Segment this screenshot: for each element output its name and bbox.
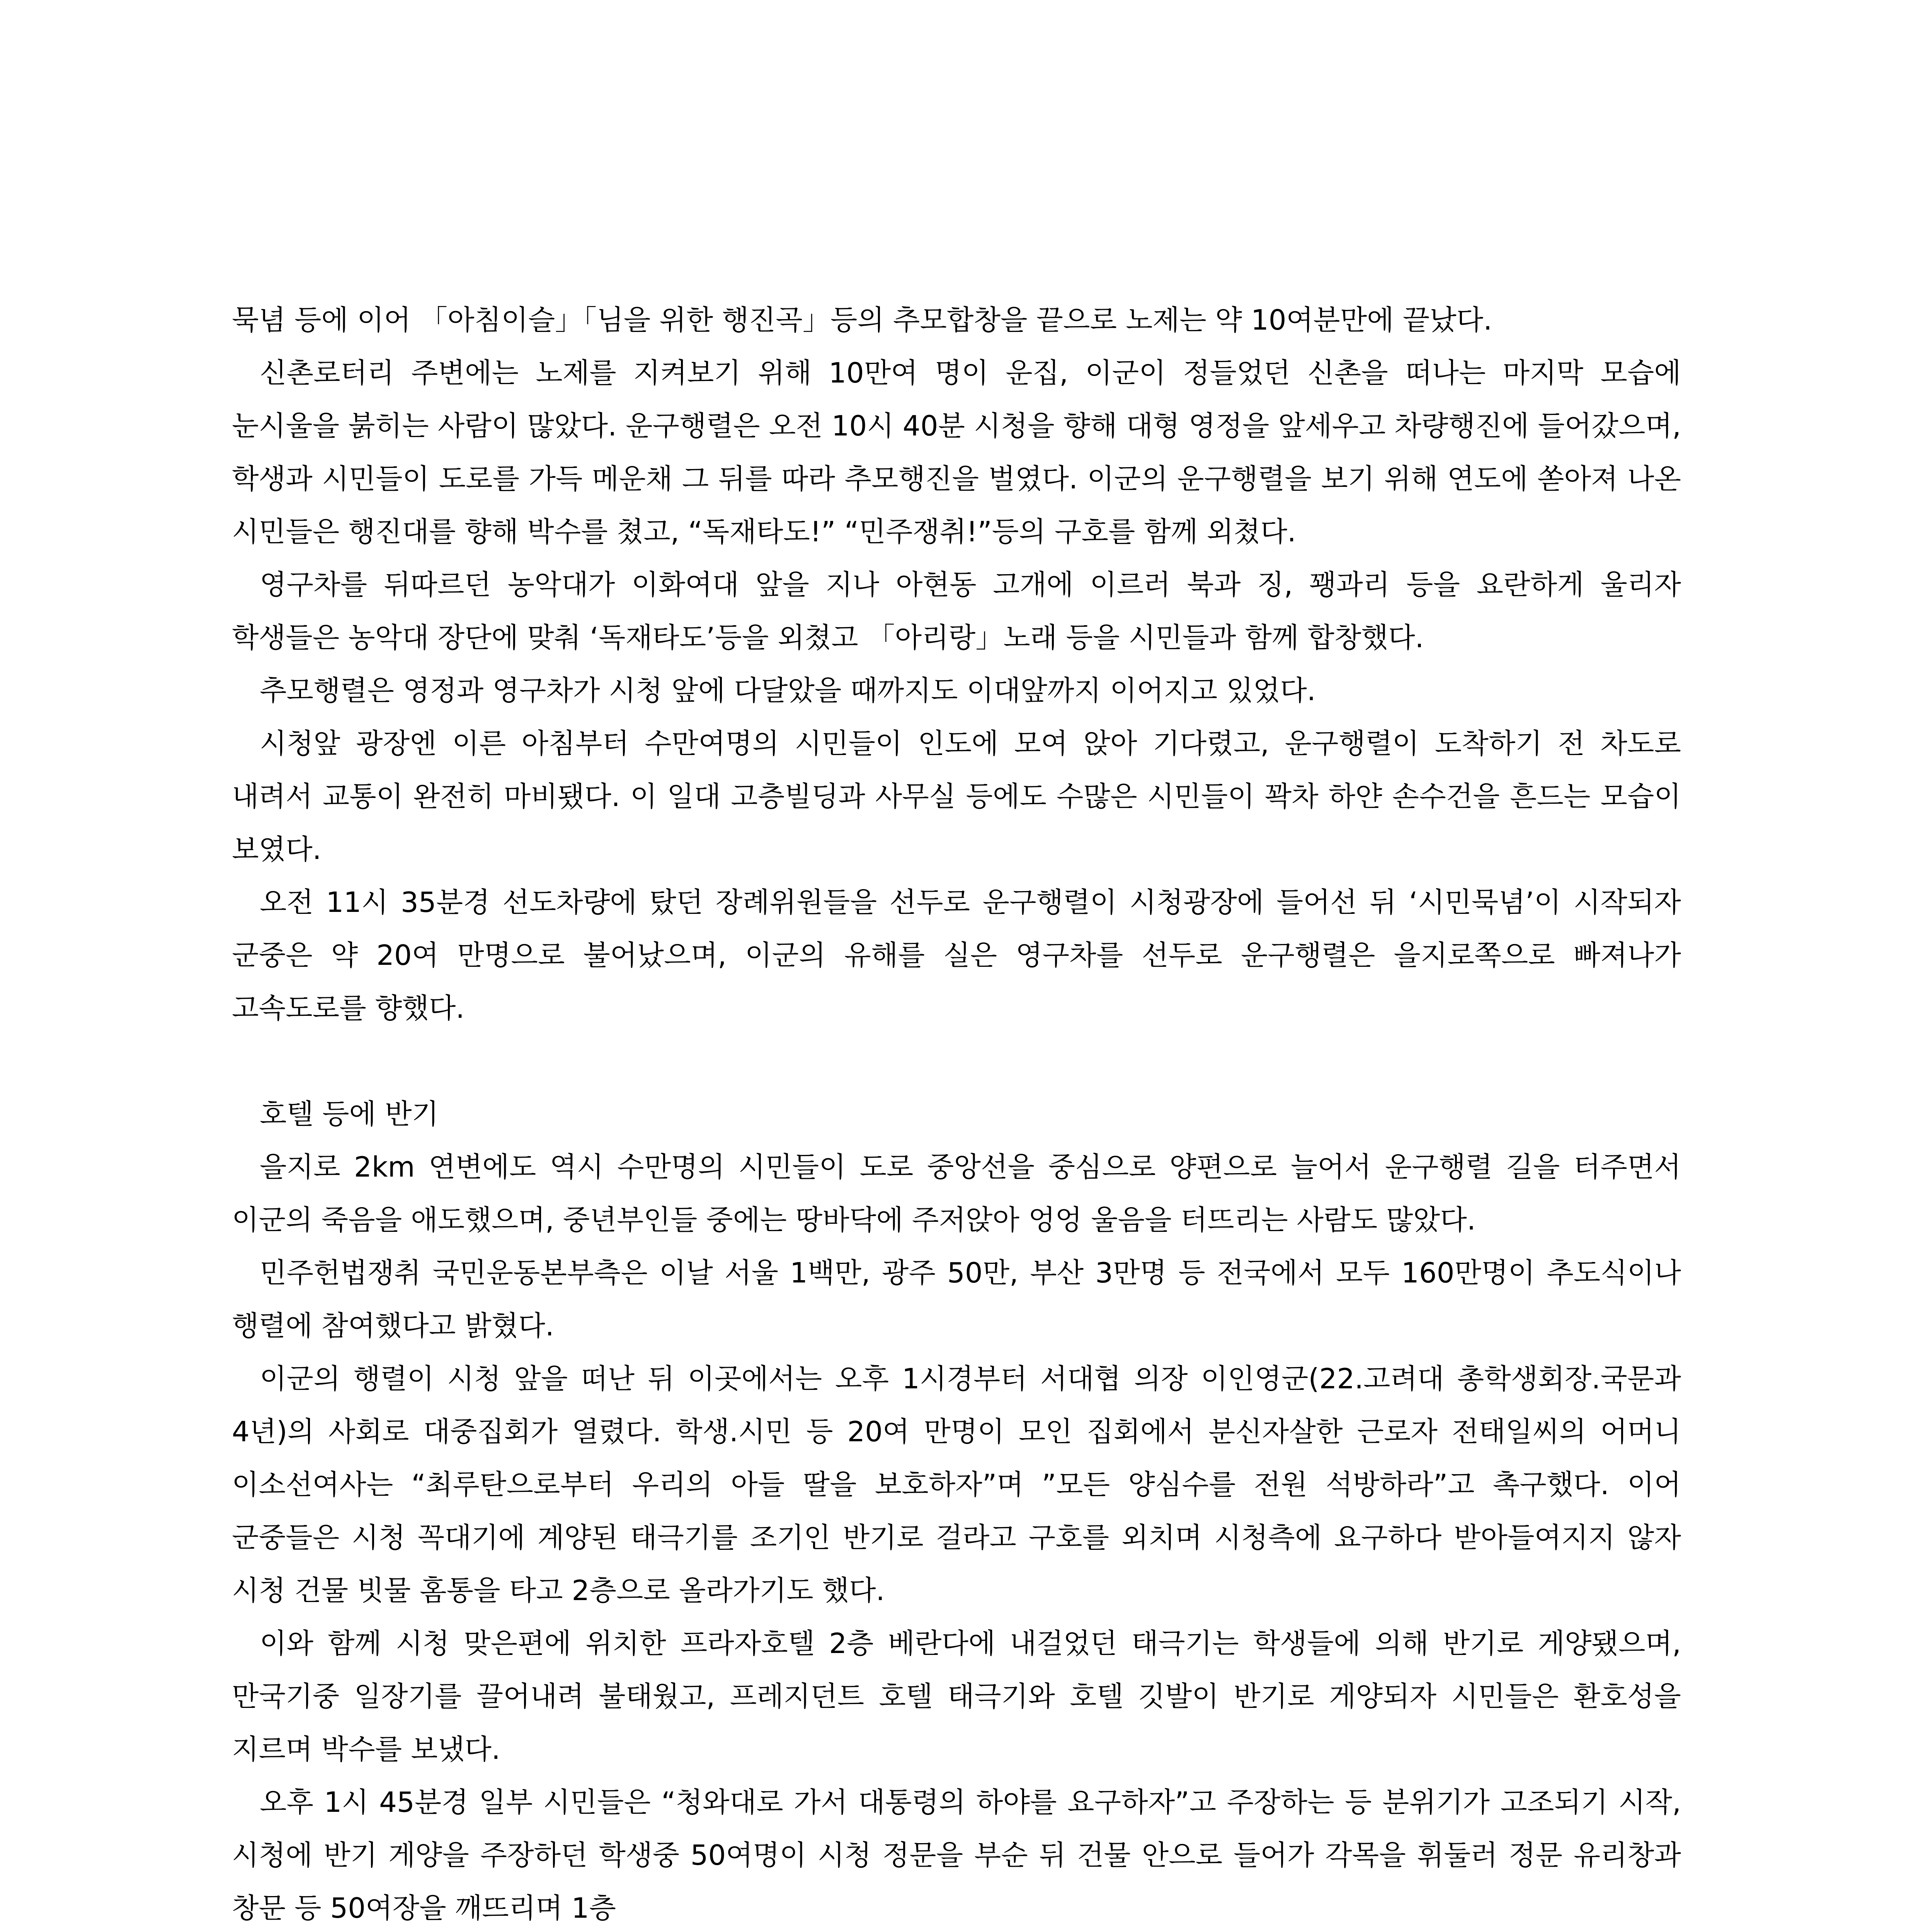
paragraph-euljiro: 을지로 2km 연변에도 역시 수만명의 시민들이 도로 중앙선을 중심으로 양편으로 늘어서 운구행렬 길을 터주면서 이군의 죽음을 애도했으며, 중년부인들 중에는 땅바닥에 주저앉아 엉엉 울음을 터뜨리는 사람도 많았다. [232,1151,1681,1236]
paragraph-memorial-end: 묵념 등에 이어 「아침이슬」「님을 위한 행진곡」등의 추모합창을 끝으로 노제는 약 10여분만에 끝났다. [232,304,1492,336]
paragraph-funeral-committee: 오전 11시 35분경 선도차량에 탔던 장례위원들을 선두로 운구행렬이 시청광장에 들어선 뒤 ‘시민묵념’이 시작되자 군중은 약 20여 만명으로 불어났으며, 이군의 유해를 실은 영구차를 선두로 운구행렬은 을지로쪽으로 빠져나가 고속도로를 향했다. [232,886,1681,1024]
paragraph-city-hall-plaza: 시청앞 광장엔 이른 아침부터 수만여명의 시민들이 인도에 모여 앉아 기다렸고, 운구행렬이 도착하기 전 차도로 내려서 교통이 완전히 마비됐다. 이 일대 고층빌딩과 사무실 등에도 수많은 시민들이 꽉차 하얀 손수건을 흔드는 모습이 보였다. [232,727,1681,866]
paragraph-national-movement: 민주헌법쟁취 국민운동본부측은 이날 서울 1백만, 광주 50만, 부산 3만명 등 전국에서 모두 160만명이 추도식이나 행렬에 참여했다고 밝혔다. [232,1257,1681,1342]
section-heading: 호텔 등에 반기 [260,1098,439,1130]
paragraph-farmers-band: 영구차를 뒤따르던 농악대가 이화여대 앞을 지나 아현동 고개에 이르러 북과 징, 꽹과리 등을 요란하게 울리자 학생들은 농악대 장단에 맞춰 ‘독재타도’등을 외쳤고 「아리랑」노래 등을 시민들과 함께 합창했다. [232,568,1681,654]
paragraph-plaza-hotel: 이와 함께 시청 맞은편에 위치한 프라자호텔 2층 베란다에 내걸었던 태극기는 학생들에 의해 반기로 게양됐으며, 만국기중 일장기를 끌어내려 불태웠고, 프레지던트 호텔 태극기와 호텔 깃발이 반기로 게양되자 시민들은 환호성을 지르며 박수를 보냈다. [232,1627,1681,1765]
paragraph-memorial-procession: 추모행렬은 영정과 영구차가 시청 앞에 다달았을 때까지도 이대앞까지 이어지고 있었다. [260,674,1316,707]
section-spacer [232,1035,1681,1088]
paragraph-mass-rally: 이군의 행렬이 시청 앞을 떠난 뒤 이곳에서는 오후 1시경부터 서대협 의장 이인영군(22.고려대 총학생회장.국문과 4년)의 사회로 대중집회가 열렸다. 학생.시민 등 20여 만명이 모인 집회에서 분신자살한 근로자 전태일씨의 어머니 이소선여사는 “최루탄으로부터 우리의 아들 딸을 보호하자”며 ”모든 양심수를 전원 석방하라”고 촉구했다. 이어 군중들은 시청 꼭대기에 계양된 태극기를 조기인 반기로 걸라고 구호를 외치며 시청측에 요구하다 받아들여지지 않자 시청 건물 빗물 홈통을 타고 2층으로 올라가기도 했다. [232,1362,1681,1607]
paragraph-sinchon-rotary: 신촌로터리 주변에는 노제를 지켜보기 위해 10만여 명이 운집, 이군이 정들었던 신촌을 떠나는 마지막 모습에 눈시울을 붉히는 사람이 많았다. 운구행렬은 오전 10시 40분 시청을 향해 대형 영정을 앞세우고 차량행진에 들어갔으며, 학생과 시민들이 도로를 가득 메운채 그 뒤를 따라 추모행진을 벌였다. 이군의 운구행렬을 보기 위해 연도에 쏟아져 나온 시민들은 행진대를 향해 박수를 쳤고, “독재타도!” “민주쟁취!”등의 구호를 함께 외쳤다. [232,357,1681,548]
article-body [232,294,1681,1932]
paragraph-blue-house: 오후 1시 45분경 일부 시민들은 “청와대로 가서 대통령의 하야를 요구하자”고 주장하는 등 분위기가 고조되기 시작, 시청에 반기 게양을 주장하던 학생중 50여명이 시청 정문을 부순 뒤 건물 안으로 들어가 각목을 휘둘러 정문 유리창과 창문 등 50여장을 깨뜨리며 1층 [232,1786,1681,1924]
